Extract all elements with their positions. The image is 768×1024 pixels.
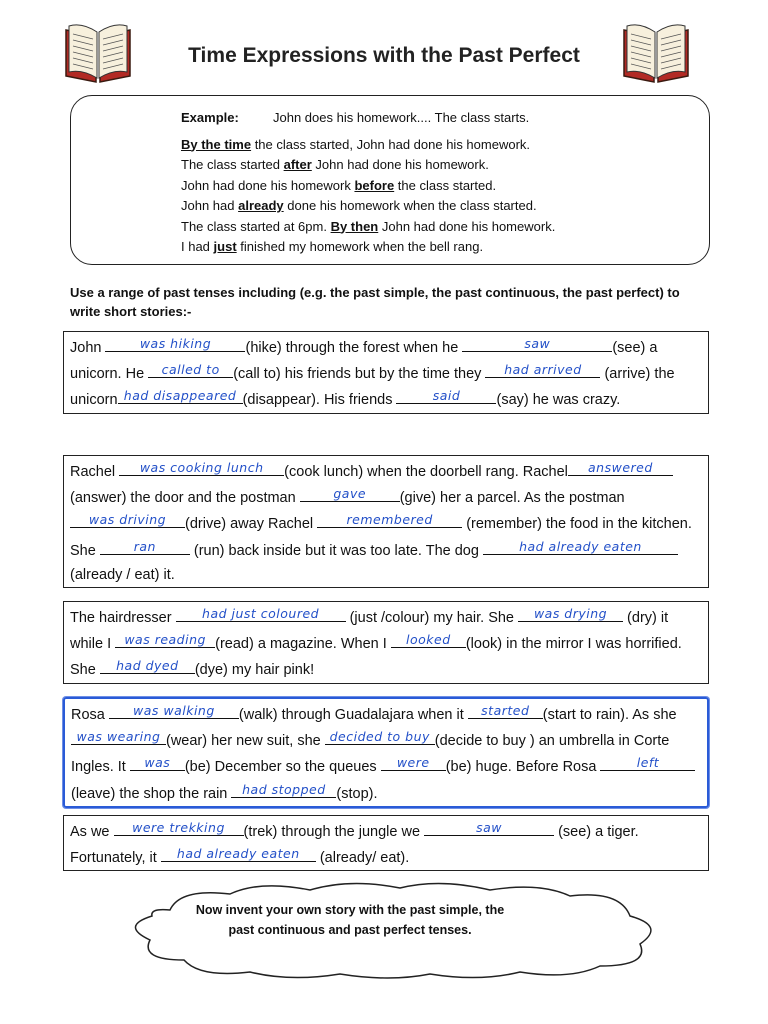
example-label: Example: <box>181 110 239 125</box>
answer-blank[interactable] <box>325 727 435 745</box>
cloud-line-1: Now invent your own story with the past simple, the <box>195 903 505 917</box>
answer-blank[interactable] <box>105 334 245 352</box>
answer-blank[interactable] <box>381 753 446 771</box>
story-fragment: (be) December so the queues <box>184 759 381 776</box>
example-sentence <box>181 155 709 176</box>
story-fragment: (remember) the food in the kitchen. She <box>70 516 692 559</box>
story-fragment: (start to rain). As she <box>542 707 677 723</box>
sentence-text: John had done his homework. <box>311 157 489 172</box>
answer-blank[interactable] <box>100 656 195 674</box>
handwritten-answer: had arrived <box>504 362 582 378</box>
story-fragment: (walk) through Guadalajara when it <box>238 707 468 723</box>
sentence-text: finished my homework when the bell rang. <box>236 239 484 254</box>
story-fragment: (answer) the door and the postman <box>70 490 300 507</box>
handwritten-answer: had dyed <box>116 658 179 674</box>
handwritten-answer: remembered <box>346 512 433 528</box>
story-fragment: (disappear). His friends <box>242 392 397 409</box>
answer-blank[interactable] <box>462 334 612 352</box>
story-fragment: (read) a magazine. When I <box>215 636 391 653</box>
handwritten-answer: started <box>481 703 530 718</box>
story-fragment: (see) a tiger. Fortunately, it <box>70 824 639 867</box>
handwritten-answer: ran <box>133 538 156 554</box>
story-fragment: (stop). <box>336 785 378 802</box>
example-sentence <box>181 217 709 238</box>
answer-blank[interactable] <box>317 510 462 528</box>
handwritten-answer: was driving <box>88 512 167 528</box>
answer-blank[interactable] <box>161 844 316 862</box>
sentence-text: done his homework when the class started. <box>283 198 537 213</box>
story-fragment: (drive) away Rachel <box>185 516 318 533</box>
story-fragment: (already / eat) it. <box>70 566 175 583</box>
story-fragment: (just /colour) my hair. She <box>345 610 519 626</box>
story-text <box>70 336 675 409</box>
answer-blank[interactable] <box>485 360 600 378</box>
story-fragment: (look) in the mirror I was horrified. She <box>70 636 682 679</box>
story-fragment: Rosa <box>71 707 109 723</box>
story-text <box>70 606 682 679</box>
answer-blank[interactable] <box>468 701 543 719</box>
story-text <box>71 703 695 802</box>
answer-blank[interactable] <box>300 484 400 502</box>
handwritten-answer: were <box>396 755 430 771</box>
story-text <box>70 460 692 583</box>
answer-blank[interactable] <box>391 630 466 648</box>
story-fragment: (leave) the shop the rain <box>71 785 232 802</box>
handwritten-answer: had already eaten <box>519 538 642 554</box>
answer-blank[interactable] <box>109 701 239 719</box>
time-expression: after <box>283 157 312 172</box>
answer-blank[interactable] <box>70 510 185 528</box>
answer-blank[interactable] <box>424 818 554 836</box>
answer-blank[interactable] <box>119 458 284 476</box>
time-expression: already <box>238 198 284 213</box>
handwritten-answer: saw <box>476 820 503 835</box>
cloud-line-2: past continuous and past perfect tenses. <box>228 923 472 937</box>
story-box-3 <box>63 601 709 684</box>
story-fragment: The hairdresser <box>70 610 176 626</box>
answer-blank[interactable] <box>396 386 496 404</box>
instructions: Use a range of past tenses including (e.g. the past simple, the past continuous, the past perfect) to write short stories:- <box>70 285 680 319</box>
example-prompt: John does his homework.... The class starts. <box>273 110 530 125</box>
handwritten-answer: saw <box>524 336 551 351</box>
answer-blank[interactable] <box>71 727 166 745</box>
sentence-text: John had <box>181 198 239 213</box>
story-fragment: (arrive) the unicorn <box>70 366 675 409</box>
answer-blank[interactable] <box>231 780 336 798</box>
answer-blank[interactable] <box>568 458 673 476</box>
handwritten-answer: was <box>144 755 171 771</box>
story-fragment: (decide to buy ) an umbrella in Corte Ingles. It <box>71 733 670 776</box>
handwritten-answer: had just coloured <box>202 606 320 621</box>
handwritten-answer: was wearing <box>76 729 161 745</box>
sentence-text: The class started <box>181 157 284 172</box>
answer-blank[interactable] <box>100 537 190 555</box>
handwritten-answer: was reading <box>124 632 206 648</box>
example-sentence <box>181 176 709 197</box>
sentence-text: the class started, John had done his homework. <box>251 136 531 152</box>
story-fragment: (hike) through the forest when he <box>245 340 463 356</box>
answer-blank[interactable] <box>118 386 243 404</box>
answer-blank[interactable] <box>148 360 233 378</box>
answer-blank[interactable] <box>483 537 678 555</box>
story-fragment: (call to) his friends but by the time they <box>233 366 486 383</box>
sentence-text: the class started. <box>394 177 497 193</box>
story-fragment: (give) her a parcel. As the postman <box>399 490 625 507</box>
handwritten-answer: had already eaten <box>176 846 300 862</box>
time-expression: just <box>213 239 237 254</box>
answer-blank[interactable] <box>176 604 346 622</box>
handwritten-answer: answered <box>588 460 653 475</box>
time-expression: By the time <box>181 136 252 152</box>
example-sentence <box>181 135 709 156</box>
story-fragment: Rachel <box>70 464 120 480</box>
answer-blank[interactable] <box>600 753 695 771</box>
example-box <box>70 95 710 265</box>
answer-blank[interactable] <box>114 818 244 836</box>
time-expression: before <box>354 177 395 193</box>
story-fragment: John <box>70 340 106 356</box>
page-title: Time Expressions with the Past Perfect <box>188 44 580 67</box>
cloud-prompt <box>160 900 540 940</box>
sentence-text: John had done his homework. <box>378 218 556 234</box>
story-fragment: (be) huge. Before Rosa <box>445 759 601 776</box>
story-box-2 <box>63 455 709 588</box>
story-fragment: (cook lunch) when the doorbell rang. Rachel <box>284 464 568 480</box>
story-fragment: (dye) my hair pink! <box>194 662 315 679</box>
handwritten-answer: was cooking lunch <box>139 460 264 475</box>
story-box-4 <box>63 697 709 808</box>
time-expression: By then <box>330 218 379 234</box>
story-text <box>70 820 639 867</box>
sentence-text: The class started at 6pm. <box>181 218 331 234</box>
sentence-text: John had done his homework <box>181 177 355 193</box>
handwritten-answer: gave <box>333 486 367 502</box>
answer-blank[interactable] <box>130 753 185 771</box>
handwritten-answer: was hiking <box>139 336 212 351</box>
handwritten-answer: looked <box>406 632 451 648</box>
handwritten-answer: was drying <box>533 606 608 621</box>
story-fragment: (wear) her new suit, she <box>166 733 325 750</box>
handwritten-answer: decided to buy <box>329 729 430 745</box>
example-sentence <box>181 237 709 258</box>
handwritten-answer: was walking <box>132 703 215 718</box>
handwritten-answer: said <box>432 388 461 404</box>
story-box-1 <box>63 331 709 414</box>
handwritten-answer: had disappeared <box>123 388 237 404</box>
story-fragment: (run) back inside but it was too late. The dog <box>189 542 483 559</box>
handwritten-answer: were trekking <box>132 820 225 835</box>
sentence-text: I had <box>181 239 214 254</box>
handwritten-answer: called to <box>161 362 220 378</box>
story-fragment: As we <box>70 824 114 840</box>
answer-blank[interactable] <box>115 630 215 648</box>
example-header <box>181 108 709 129</box>
story-fragment: (dry) it while I <box>70 610 669 653</box>
handwritten-answer: had stopped <box>242 781 326 797</box>
handwritten-answer: left <box>636 755 660 771</box>
story-fragment: (trek) through the jungle we <box>243 824 425 840</box>
example-sentences <box>181 135 709 258</box>
story-fragment: (already/ eat). <box>315 850 410 867</box>
story-box-5 <box>63 815 709 871</box>
story-fragment: (say) he was crazy. <box>496 392 621 409</box>
example-sentence <box>181 196 709 217</box>
story-fragment: (see) a unicorn. He <box>70 340 658 383</box>
answer-blank[interactable] <box>518 604 623 622</box>
